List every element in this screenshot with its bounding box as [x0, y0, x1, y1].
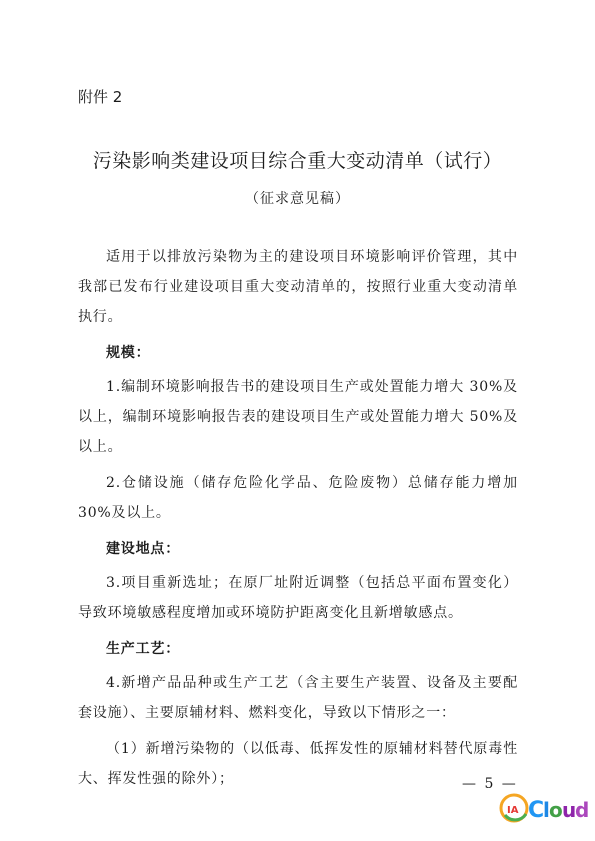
list-item: 2.仓储设施（储存危险化学品、危险废物）总储存能力增加 30%及以上。: [78, 475, 518, 521]
intro-paragraph: 适用于以排放污染物为主的建设项目环境影响评价管理，其中我部已发布行业建设项目重大变动清单的，按照行业重大变动清单执行。: [78, 249, 518, 325]
iacloud-logo: [498, 788, 594, 828]
svg-text:IA: IA: [507, 805, 519, 816]
section-heading-location: 建设地点：: [106, 541, 180, 557]
document-title: 污染影响类建设项目综合重大变动清单（试行）: [92, 150, 503, 172]
attachment-label: 附件 2: [78, 88, 123, 106]
svg-text:d: d: [575, 798, 590, 822]
list-item: 4.新增产品品种或生产工艺（含主要生产装置、设备及主要配套设施）、主要原辅材料、燃料变化，导致以下情形之一：: [78, 675, 518, 721]
section-heading-process: 生产工艺：: [106, 641, 180, 657]
document-subtitle: （征求意见稿）: [245, 191, 350, 207]
list-item: （1）新增污染物的（以低毒、低挥发性的原辅材料替代原毒性大、挥发性强的除外）；: [78, 741, 518, 787]
page-number: — 5 —: [462, 776, 518, 792]
svg-text:u: u: [562, 798, 577, 822]
svg-text:l: l: [543, 798, 550, 822]
svg-text:o: o: [549, 798, 563, 822]
list-item: 1.编制环境影响报告书的建设项目生产或处置能力增大 30%及以上，编制环境影响报告表的建设项目生产或处置能力增大 50%及以上。: [78, 379, 518, 455]
list-item: 3.项目重新选址；在原厂址附近调整（包括总平面布置变化）导致环境敏感程度增加或环境防护距离变化且新增敏感点。: [78, 575, 518, 621]
section-heading-scale: 规模：: [106, 345, 151, 361]
svg-text:C: C: [528, 798, 545, 823]
document-body: [78, 242, 518, 800]
